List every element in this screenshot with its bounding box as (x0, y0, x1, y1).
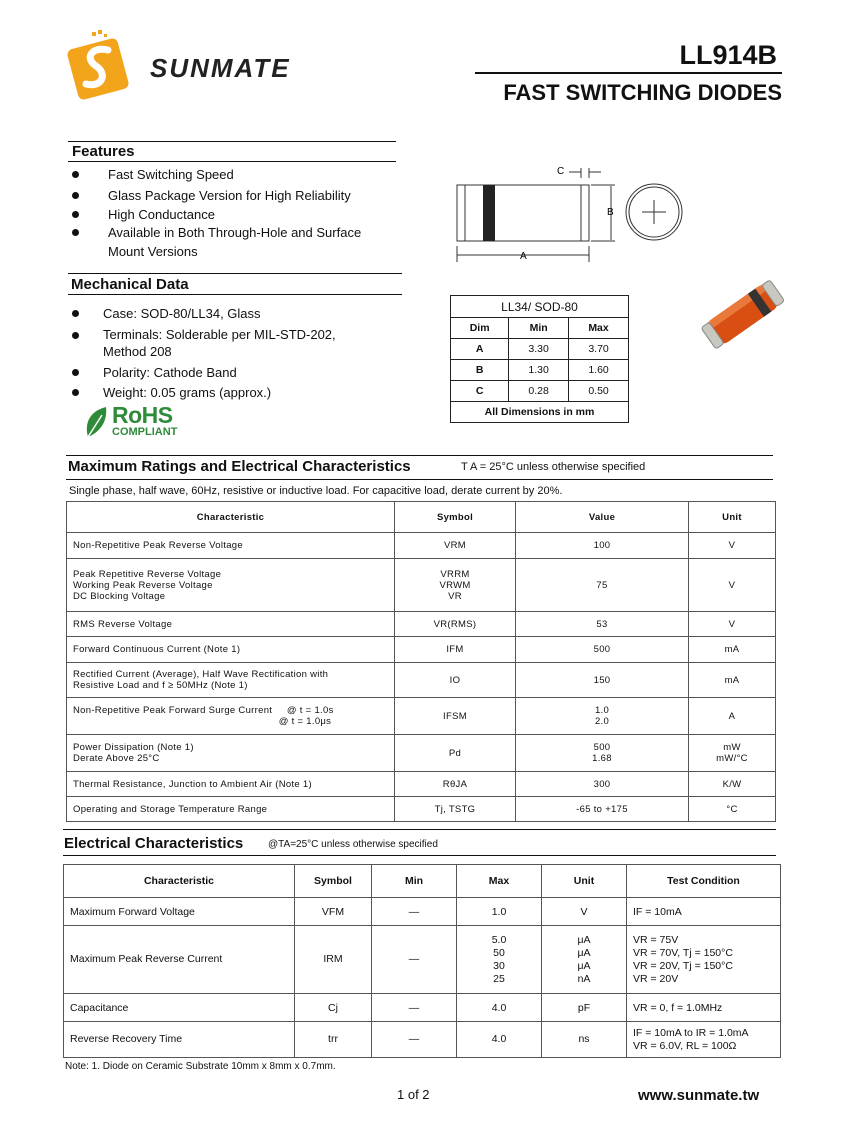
website-link[interactable]: www.sunmate.tw (638, 1087, 760, 1104)
characteristic-cell: Non-Repetitive Peak Reverse Voltage (67, 533, 395, 559)
table-row (67, 533, 776, 559)
rule (68, 161, 396, 162)
characteristic-cell: Rectified Current (Average), Half Wave Rectification with Resistive Load and f ≥ 50MHz (Note 1) (67, 663, 395, 698)
rohs-label: RoHS (112, 402, 173, 428)
rule (66, 479, 773, 480)
unit-cell: V (689, 559, 776, 612)
dimensions-table (450, 295, 629, 423)
test-condition-cell: VR = 0, f = 1.0MHz (627, 994, 781, 1022)
rule (68, 294, 402, 295)
symbol-cell: VFM (295, 898, 372, 926)
max-ratings-note: Single phase, half wave, 60Hz, resistive or inductive load. For capacitive load, derate current by 20%. (69, 485, 563, 497)
symbol-cell: Tj, TSTG (395, 797, 516, 822)
test-condition-cell: IF = 10mA to IR = 1.0mA VR = 6.0V, RL = 100Ω (627, 1022, 781, 1058)
feature-item: Glass Package Version for High Reliability (72, 186, 402, 205)
symbol-cell: VR(RMS) (395, 612, 516, 637)
value-cell: 300 (516, 772, 689, 797)
symbol-cell: trr (295, 1022, 372, 1058)
table-row (451, 339, 629, 360)
unit-cell: mW mW/°C (689, 735, 776, 772)
min-cell: — (372, 994, 457, 1022)
package-outline-diagram (445, 160, 695, 268)
feature-item: High Conductance (72, 205, 402, 223)
feature-item: Available in Both Through-Hole and Surface Mount Versions (72, 223, 402, 261)
electrical-table (63, 864, 781, 1058)
value-cell: -65 to +175 (516, 797, 689, 822)
unit-cell: V (542, 898, 627, 926)
document-subtitle: FAST SWITCHING DIODES (503, 80, 782, 105)
unit-cell: mA (689, 637, 776, 663)
value-cell: 500 1.68 (516, 735, 689, 772)
characteristic-cell: RMS Reverse Voltage (67, 612, 395, 637)
unit-cell: K/W (689, 772, 776, 797)
unit-cell: pF (542, 994, 627, 1022)
mechanical-item: Polarity: Cathode Band (72, 363, 412, 383)
features-list (72, 165, 402, 261)
table-row (64, 898, 781, 926)
rule (68, 273, 402, 274)
rule (68, 141, 396, 142)
unit-cell: A (689, 698, 776, 735)
rohs-compliant: COMPLIANT (112, 426, 178, 438)
electrical-title: Electrical Characteristics (64, 835, 244, 852)
max-cell: 0.50 (569, 381, 629, 402)
table-row (64, 926, 781, 994)
min-cell: — (372, 898, 457, 926)
max-cell: 4.0 (457, 994, 542, 1022)
table-row (451, 360, 629, 381)
table-note: Note: 1. Diode on Ceramic Substrate 10mm x 8mm x 0.7mm. (65, 1061, 336, 1072)
min-header: Min (372, 865, 457, 898)
symbol-cell: IFSM (395, 698, 516, 735)
symbol-header: Symbol (295, 865, 372, 898)
feature-item: Fast Switching Speed (72, 165, 402, 186)
characteristic-cell: Peak Repetitive Reverse Voltage Working Peak Reverse Voltage DC Blocking Voltage (67, 559, 395, 612)
test-condition-cell: VR = 75V VR = 70V, Tj = 150°C VR = 20V, Tj = 150°C VR = 20V (627, 926, 781, 994)
table-row (67, 637, 776, 663)
rule (63, 855, 776, 856)
leaf-icon (84, 405, 110, 439)
symbol-cell: IRM (295, 926, 372, 994)
characteristic-header: Characteristic (64, 865, 295, 898)
symbol-cell: Pd (395, 735, 516, 772)
max-ratings-title: Maximum Ratings and Electrical Characteristics (68, 458, 411, 475)
table-row (67, 772, 776, 797)
mechanical-item: Weight: 0.05 grams (approx.) (72, 383, 412, 402)
characteristic-cell: Operating and Storage Temperature Range (67, 797, 395, 822)
diagram-label-c: C (557, 166, 565, 177)
symbol-cell: IO (395, 663, 516, 698)
diagram-label-a: A (520, 251, 527, 262)
mechanical-item: Terminals: Solderable per MIL-STD-202, Method 208 (72, 326, 412, 363)
features-title: Features (72, 143, 135, 160)
min-header: Min (509, 318, 569, 339)
characteristic-cell: Forward Continuous Current (Note 1) (67, 637, 395, 663)
unit-cell: V (689, 612, 776, 637)
dimensions-footer: All Dimensions in mm (451, 402, 629, 423)
sunmate-logo-mark (62, 28, 142, 108)
table-row (67, 698, 776, 735)
characteristic-cell: Non-Repetitive Peak Forward Surge Current @ t = 1.0s @ t = 1.0μs (67, 698, 395, 735)
max-cell: 4.0 (457, 1022, 542, 1058)
max-cell: 1.0 (457, 898, 542, 926)
table-row (64, 994, 781, 1022)
unit-cell: V (689, 533, 776, 559)
value-cell: 150 (516, 663, 689, 698)
symbol-cell: VRM (395, 533, 516, 559)
unit-cell: μA μA μA nA (542, 926, 627, 994)
rule (63, 829, 776, 830)
unit-cell: mA (689, 663, 776, 698)
dim-cell: C (451, 381, 509, 402)
value-cell: 75 (516, 559, 689, 612)
test-condition-header: Test Condition (627, 865, 781, 898)
value-cell: 500 (516, 637, 689, 663)
dim-cell: B (451, 360, 509, 381)
characteristic-cell: Capacitance (64, 994, 295, 1022)
characteristic-header: Characteristic (67, 502, 395, 533)
min-cell: — (372, 926, 457, 994)
dimensions-title: LL34/ SOD-80 (451, 296, 629, 318)
max-cell: 5.0 50 30 25 (457, 926, 542, 994)
symbol-cell: Cj (295, 994, 372, 1022)
min-cell: — (372, 1022, 457, 1058)
table-row (451, 381, 629, 402)
page-number: 1 of 2 (397, 1087, 430, 1102)
unit-header: Unit (689, 502, 776, 533)
value-cell: 1.0 2.0 (516, 698, 689, 735)
symbol-cell: VRRM VRWM VR (395, 559, 516, 612)
min-cell: 0.28 (509, 381, 569, 402)
test-condition-cell: IF = 10mA (627, 898, 781, 926)
symbol-cell: RθJA (395, 772, 516, 797)
dim-header: Dim (451, 318, 509, 339)
dim-cell: A (451, 339, 509, 360)
table-row (67, 663, 776, 698)
characteristic-cell: Maximum Peak Reverse Current (64, 926, 295, 994)
max-ratings-table (66, 501, 776, 822)
mechanical-item: Case: SOD-80/LL34, Glass (72, 304, 412, 326)
min-cell: 3.30 (509, 339, 569, 360)
max-header: Max (569, 318, 629, 339)
value-cell: 53 (516, 612, 689, 637)
unit-header: Unit (542, 865, 627, 898)
table-row (67, 559, 776, 612)
symbol-header: Symbol (395, 502, 516, 533)
unit-cell: °C (689, 797, 776, 822)
max-cell: 1.60 (569, 360, 629, 381)
part-number: LL914B (679, 40, 777, 70)
table-row (64, 1022, 781, 1058)
min-cell: 1.30 (509, 360, 569, 381)
diode-product-image (695, 275, 790, 355)
max-ratings-condition: T A = 25°C unless otherwise specified (461, 461, 646, 473)
characteristic-cell: Reverse Recovery Time (64, 1022, 295, 1058)
characteristic-cell: Maximum Forward Voltage (64, 898, 295, 926)
unit-cell: ns (542, 1022, 627, 1058)
diagram-label-b: B (607, 207, 614, 218)
max-cell: 3.70 (569, 339, 629, 360)
symbol-cell: IFM (395, 637, 516, 663)
rule (66, 455, 773, 456)
table-row (67, 797, 776, 822)
value-cell: 100 (516, 533, 689, 559)
mechanical-title: Mechanical Data (71, 276, 189, 293)
characteristic-cell: Power Dissipation (Note 1) Derate Above 25°C (67, 735, 395, 772)
max-header: Max (457, 865, 542, 898)
brand-name: SUNMATE (150, 53, 291, 83)
mechanical-list (72, 304, 412, 402)
header-rule (475, 72, 782, 74)
value-header: Value (516, 502, 689, 533)
electrical-condition: @TA=25°C unless otherwise specified (268, 839, 438, 850)
characteristic-cell: Thermal Resistance, Junction to Ambient Air (Note 1) (67, 772, 395, 797)
table-row (67, 612, 776, 637)
table-row (67, 735, 776, 772)
